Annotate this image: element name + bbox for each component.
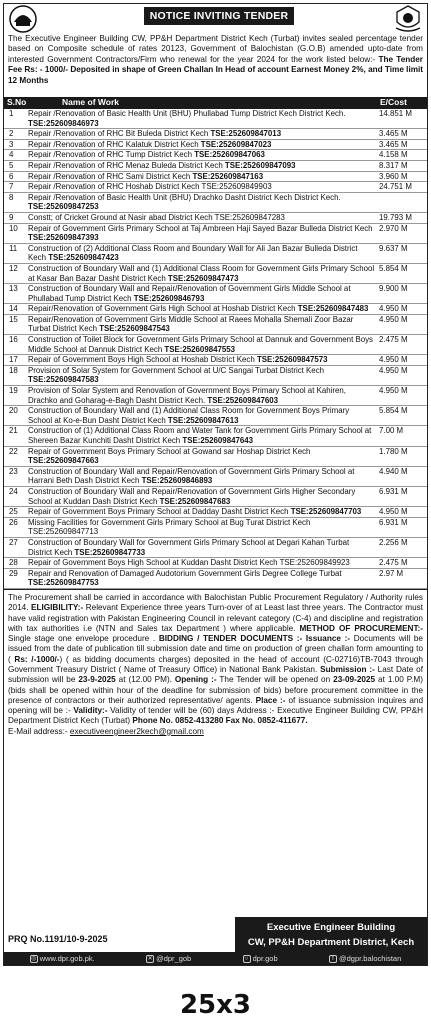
row-number: 22 [4, 446, 26, 466]
tse-number: TSE:252609847473 [167, 273, 239, 283]
work-text: Repair and Renovation of Damaged Audotorium Government Girls Degree College Turbat [28, 568, 342, 578]
row-number: 14 [4, 304, 26, 315]
work-description [26, 426, 377, 446]
row-number: 18 [4, 365, 26, 385]
terms-and-conditions [4, 589, 427, 737]
table-row [4, 365, 427, 385]
ad-size-label: 25x3 [179, 990, 252, 1020]
work-text: Repair /Renovation of Basic Health Unit (BHU) Drachko Dasht District Kech District Kech. [28, 192, 341, 202]
twitter-link[interactable] [146, 952, 191, 966]
table-row [4, 171, 427, 182]
notice-title: NOTICE INVITING TENDER [144, 7, 294, 25]
row-number: 1 [4, 109, 26, 129]
work-description [26, 129, 377, 140]
table-row [4, 314, 427, 334]
tse-number: TSE:252609847543 [99, 324, 170, 334]
estimated-cost: 2.970 M [377, 223, 427, 243]
bidding-label: BIDDING / TENDER DOCUMENTS :- Issuance :- [158, 634, 351, 644]
row-number: 15 [4, 314, 26, 334]
table-row [4, 304, 427, 315]
work-description [26, 284, 377, 304]
tse-number: TSE:252609847683 [159, 496, 231, 506]
estimated-cost: 4.158 M [377, 150, 427, 161]
tse-number: TSE:252609846793 [133, 293, 205, 303]
table-row [4, 109, 427, 129]
table-row [4, 212, 427, 223]
facebook-link[interactable] [329, 952, 401, 966]
tse-number: TSE:252609847703 [290, 507, 362, 517]
terms-text: The Tender will be opened on [216, 675, 334, 685]
email-label: E-Mail address:- [8, 726, 70, 736]
work-description [26, 212, 377, 223]
work-description [26, 304, 377, 315]
work-text: Construction of Boundary Wall and Repair/Renovation of Government Girls Higher Secondary School at Kuddan Dash District Kech [28, 486, 356, 506]
work-text: Missing Facilities for Government Girls Primary School at Bug Turat District Kech TSE:252609847713 [28, 517, 311, 537]
table-row [4, 406, 427, 426]
instagram-link[interactable] [243, 952, 278, 966]
work-text: Repair of Government Boys High School at Hoshab District Kech [28, 355, 257, 365]
tse-number: TSE:252609847093 [224, 160, 296, 170]
submission-date: 23-9-2025 [78, 675, 116, 685]
work-description [26, 109, 377, 129]
table-row [4, 426, 427, 446]
row-number: 25 [4, 507, 26, 518]
work-description [26, 139, 377, 150]
table-row [4, 386, 427, 406]
terms-text: at 1.00 P.M) (bids shall be opened within hour of the deadline for submission of bids) before procurement committee in the presence of contractors or their authorized representative/ agents. [8, 675, 423, 705]
table-row [4, 284, 427, 304]
work-description [26, 171, 377, 182]
estimated-cost: 4.950 M [377, 507, 427, 518]
work-description [26, 314, 377, 334]
estimated-cost: 4.950 M [377, 386, 427, 406]
terms-text: Validity of tender will be (60) days Address :- Executive Engineer Building CW, PP&H Department District Kech (Turbat) [8, 706, 423, 726]
estimated-cost: 4.950 M [377, 304, 427, 315]
table-row [4, 139, 427, 150]
works-table [4, 97, 427, 589]
table-row [4, 486, 427, 506]
work-description [26, 446, 377, 466]
work-text: Constt; of Cricket Ground at Nasir abad District Kech TSE:252609847283 [28, 212, 285, 222]
work-text: Repair /Renovation of RHC Hoshab District Kech TSE:252609849903 [28, 182, 272, 192]
table-row [4, 568, 427, 588]
terms-text: Single stage one envelope procedure . [8, 634, 159, 644]
table-row [4, 263, 427, 283]
twitter-text: @dpr_gob [156, 954, 192, 963]
terms-text: Documents will be issued from the date of publication till submission date and time on production of green challan form amounting to ( [8, 634, 423, 664]
tse-number: TSE:252609847603 [207, 395, 279, 405]
tse-number: TSE:252609847393 [28, 233, 99, 243]
tender-fee-text: The Tender Fee Rs: - 1000/- Deposited in shape of Green Challan In Head of account Earnest Money 2%, and Time limit 12 Months [8, 54, 423, 85]
estimated-cost: 3.465 M [377, 139, 427, 150]
row-number: 27 [4, 537, 26, 557]
instagram-icon: ○ [243, 955, 251, 963]
row-number: 11 [4, 243, 26, 263]
row-number: 26 [4, 517, 26, 537]
work-text: Construction of (1) Additional Class Room and Water Tank for Government Girls Primary School at Shereen Bazar Kunchiti Dasht District Kech [28, 426, 372, 445]
works-table-body [4, 109, 427, 588]
table-row [4, 355, 427, 366]
work-description [26, 263, 377, 283]
work-description [26, 150, 377, 161]
work-text: Construction of Boundary Wall and (1) Additional Class Room for Government Girls Primary School at Kasar Ban Bazar Dasht District Kech [28, 263, 375, 283]
opening-date: 23-09-2025 [333, 675, 376, 685]
work-text: Repair /Renovation of RHC Kalatuk District Kech [28, 139, 201, 149]
notice-header [4, 4, 427, 33]
row-number: 5 [4, 160, 26, 171]
row-number: 16 [4, 335, 26, 355]
work-text: Construction of Toilet Block for Government Girls Primary School at Dannuk and Government Boys Middle School at Dannuk District Kech [28, 335, 373, 354]
estimated-cost: 2.97 M [377, 568, 427, 588]
work-text: Construction of (2) Additional Class Room and Boundary Wall for Ali Jan Bazar Bulleda District Kech [28, 243, 358, 263]
table-row [4, 517, 427, 537]
work-description [26, 568, 377, 588]
estimated-cost: 3.465 M [377, 129, 427, 140]
work-text: Repair of Government Boys High School at Kuddan Dasht District Kech TSE:252609849923 [28, 558, 350, 568]
header-cost: E/Cost [377, 97, 427, 109]
signature-line-1: Executive Engineer Building [266, 922, 396, 933]
submission-label: Submission :- [320, 664, 375, 674]
table-row [4, 335, 427, 355]
table-row [4, 150, 427, 161]
tse-number: TSE:252609847253 [28, 202, 99, 212]
twitter-icon: ✕ [147, 956, 153, 962]
email-link[interactable]: executiveengineer2kech@gmail.com [69, 726, 204, 736]
work-text: Repair /Renovation of Basic Health Unit (BHU) Phullabad Tump District Kech District Kech. [28, 109, 346, 118]
place-label: Place :- [255, 695, 286, 705]
work-description [26, 386, 377, 406]
row-number: 7 [4, 182, 26, 193]
table-row [4, 129, 427, 140]
terms-text: of issuance submission inquires and opening will be :- [8, 695, 423, 716]
social-bar [4, 952, 427, 966]
globe-icon: ◎ [31, 956, 37, 962]
estimated-cost: 3.960 M [377, 171, 427, 182]
tse-number: TSE:252609847483 [297, 304, 369, 314]
estimated-cost: 6.931 M [377, 517, 427, 537]
intro-paragraph [4, 33, 427, 97]
row-number: 29 [4, 568, 26, 588]
website-link[interactable] [30, 952, 95, 966]
tse-number: TSE:252609847643 [182, 436, 254, 445]
estimated-cost: 2.475 M [377, 335, 427, 355]
intro-text: The Executive Engineer Building CW, PP&H Department District Kech (Turbat) invites sealed percentage tender based on Composite schedule of rates 20123, Government of Balochistan (G.O.B) amended upto-date from interested Government Contractors/Firm who renewal for the year 2024 for the work listed below:- [8, 34, 423, 64]
row-number: 6 [4, 171, 26, 182]
table-row [4, 192, 427, 212]
work-description [26, 517, 377, 537]
header-sno: S.No [4, 97, 26, 109]
tse-number: TSE:252609847613 [167, 415, 239, 425]
work-description [26, 486, 377, 506]
work-description [26, 182, 377, 193]
work-description [26, 466, 377, 486]
work-text: Repair/Renovation of Government Girls Middle School at Raees Mohalla Shemali Zoor Bazar Turbat District Kech [28, 314, 354, 334]
work-text: Provision of Solar System and Renovation of Government Boys Primary School at Kahiren, Drachko and Goharag-e-Bagh Dasht District Kech. [28, 386, 346, 405]
work-description [26, 365, 377, 385]
row-number: 8 [4, 192, 26, 212]
work-text: Repair /Renovation of RHC Bit Buleda District Kech [28, 129, 211, 139]
row-number: 24 [4, 486, 26, 506]
tse-number: TSE:252609847753 [28, 578, 99, 588]
tender-notice [3, 3, 428, 966]
table-row [4, 182, 427, 193]
fee-amount: Rs: /-1000/- [14, 654, 60, 664]
estimated-cost: 4.950 M [377, 355, 427, 366]
work-text: Repair of Government Boys Primary School at Dadday Dasht District Kech [28, 507, 291, 517]
work-text: Construction of Boundary Wall and Repair/Renovation of Government Girls Middle School at Phullabad Tump District Kech [28, 284, 351, 303]
facebook-text: @dgpr.balochistan [339, 954, 402, 963]
table-row [4, 558, 427, 569]
estimated-cost [377, 192, 427, 212]
footer [4, 917, 427, 952]
estimated-cost: 5.854 M [377, 263, 427, 283]
tse-number: TSE:252609847663 [28, 456, 99, 466]
tse-number: TSE:252609847553 [164, 344, 236, 354]
tse-number: TSE:252609846893 [141, 476, 213, 486]
work-description [26, 558, 377, 569]
terms-text: ) ( as bidding documents charges) deposited in the head of account (C-02716)TB-7043 through Government Treasury District ( Name of Treasury Office) in National Bank Pakistan. [8, 654, 423, 674]
row-number: 20 [4, 406, 26, 426]
estimated-cost: 24.751 M [377, 182, 427, 193]
work-description [26, 537, 377, 557]
work-text: Repair of Government Girls Primary School at Taj Ambreen Haji Sayed Bazar Bulleda District Kech [28, 223, 373, 233]
website-text: www.dpr.gob.pk. [39, 954, 95, 963]
table-row [4, 446, 427, 466]
estimated-cost: 2.256 M [377, 537, 427, 557]
estimated-cost: 5.854 M [377, 406, 427, 426]
work-text: Repair /Renovation of RHC Tump District Kech [28, 150, 195, 160]
estimated-cost: 1.780 M [377, 446, 427, 466]
opening-label: Opening :- [174, 675, 217, 685]
table-row [4, 507, 427, 518]
estimated-cost: 6.931 M [377, 486, 427, 506]
method-label: METHOD OF PROCUREMENT:- [299, 623, 423, 633]
estimated-cost: 9.900 M [377, 284, 427, 304]
tse-number: TSE:252609847573 [256, 355, 328, 365]
work-description [26, 507, 377, 518]
tse-number: TSE:252609847163 [192, 171, 264, 181]
government-emblem-icon [391, 4, 425, 34]
dpr-logo-icon [6, 4, 40, 34]
work-text: Repair /Renovation of RHC Sami District Kech [28, 171, 193, 181]
instagram-text: dpr.gob [252, 954, 278, 963]
row-number: 9 [4, 212, 26, 223]
terms-text: Last Date of submission will be [8, 664, 423, 685]
tse-number: TSE:252609847733 [74, 547, 146, 557]
row-number: 19 [4, 386, 26, 406]
tse-number: TSE:252609846973 [28, 118, 99, 128]
header-name-of-work: Name of Work [26, 97, 377, 109]
table-row [4, 537, 427, 557]
row-number: 12 [4, 263, 26, 283]
row-number: 13 [4, 284, 26, 304]
estimated-cost: 9.637 M [377, 243, 427, 263]
work-description [26, 160, 377, 171]
work-text: Construction of Boundary Wall for Government Girls Primary School at Degari Kahan Turbat District Kech [28, 537, 350, 557]
row-number: 21 [4, 426, 26, 446]
tse-number: TSE:252609847013 [210, 129, 282, 139]
eligibility-label: ELIGIBILITY:- [31, 603, 84, 613]
work-description [26, 223, 377, 243]
validity-label: Validity:- [73, 706, 108, 716]
row-number: 28 [4, 558, 26, 569]
estimated-cost: 4.950 M [377, 314, 427, 334]
estimated-cost: 19.793 M [377, 212, 427, 223]
work-description [26, 406, 377, 426]
terms-text: The Procurement shall be carried in accordance with Balochistan Public Procurement Regulatory / Authority rules 2014. [8, 592, 423, 613]
tse-number: TSE:252609847023 [200, 139, 272, 149]
signature-line-2: CW, PP&H Department District, Kech [247, 937, 415, 948]
row-number: 2 [4, 129, 26, 140]
table-row [4, 160, 427, 171]
work-description [26, 355, 377, 366]
table-header-row [4, 97, 427, 109]
tse-number: TSE:252609847583 [28, 375, 99, 385]
work-description [26, 192, 377, 212]
estimated-cost: 8.317 M [377, 160, 427, 171]
work-text: Repair of Government Boys Primary School at Gowand sar Hoshap District Kech [28, 446, 311, 456]
work-description [26, 243, 377, 263]
table-row [4, 223, 427, 243]
estimated-cost: 7.00 M [377, 426, 427, 446]
tse-number: TSE:252609847063 [194, 150, 265, 160]
row-number: 23 [4, 466, 26, 486]
table-row [4, 243, 427, 263]
facebook-icon: f [329, 955, 337, 963]
estimated-cost: 14.851 M [377, 109, 427, 129]
phone-fax: Phone No. 0852-413280 Fax No. 0852-411677. [132, 716, 308, 726]
work-text: Construction of Boundary Wall and Repair/Renovation of Government Girls Primary School at Harrani Beth Dash District Kech [28, 466, 355, 486]
row-number: 4 [4, 150, 26, 161]
terms-text: Relevant Experience three years Turn-over of at Least last three years. The Contractor must have valid registration with Pakistan Engineering Council in relevant category (C-4) and discipline and registration with tax authorities i.e (NTN and Sales tax Department ) where applicable. [8, 603, 423, 633]
work-text: Repair/Renovation of Government Girls High School at Hoshab District Kech [28, 304, 298, 314]
work-text: Provision of Solar System for Government School at U/C Sangai Turbat District Kech [28, 365, 325, 375]
work-text: Construction of Boundary Wall and (1) Additional Class Room for Government Boys Primary School at Ko-e-Bun Dasht District Kech [28, 406, 350, 425]
row-number: 17 [4, 355, 26, 366]
terms-text: at (12.00 PM). [115, 675, 175, 685]
work-description [26, 335, 377, 355]
table-row [4, 466, 427, 486]
estimated-cost: 4.940 M [377, 466, 427, 486]
work-text: Repair /Renovation of RHC Menaz Buleda District Kech [28, 160, 225, 170]
row-number: 10 [4, 223, 26, 243]
row-number: 3 [4, 139, 26, 150]
tse-number: TSE:252609847423 [48, 253, 119, 263]
signature-block [235, 917, 427, 953]
estimated-cost: 4.950 M [377, 365, 427, 385]
prq-number: PRQ No.1191/10-9-2025 [8, 934, 108, 944]
estimated-cost: 2.475 M [377, 558, 427, 569]
